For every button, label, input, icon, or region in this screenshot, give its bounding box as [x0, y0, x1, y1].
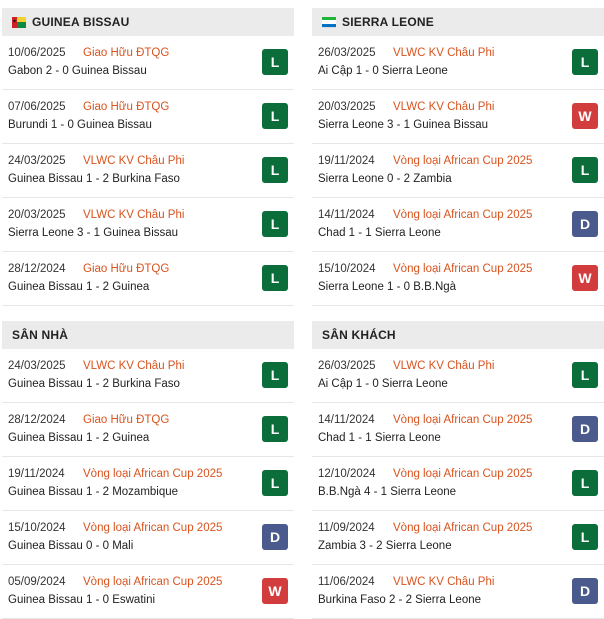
match-competition: VLWC KV Châu Phi	[83, 209, 185, 221]
result-badge: L	[572, 524, 598, 550]
guinea-bissau-section	[2, 8, 294, 306]
match-competition: Vòng loại African Cup 2025	[393, 209, 533, 221]
match-score: Guinea Bissau 1 - 0 Eswatini	[8, 594, 156, 606]
home-section	[2, 321, 294, 619]
section-title: SÂN KHÁCH	[322, 328, 396, 342]
match-competition: Giao Hữu ĐTQG	[83, 47, 170, 59]
match-date: 28/12/2024	[8, 263, 66, 275]
match-row[interactable]	[312, 511, 604, 565]
result-badge: D	[572, 211, 598, 237]
match-row[interactable]	[312, 349, 604, 403]
match-date: 15/10/2024	[318, 263, 376, 275]
away-section	[312, 321, 604, 619]
guinea-bissau-header	[2, 8, 294, 36]
match-row[interactable]	[312, 144, 604, 198]
match-score: Ai Cập 1 - 0 Sierra Leone	[318, 65, 448, 77]
match-date: 11/06/2024	[318, 576, 375, 588]
result-badge: L	[572, 157, 598, 183]
match-score: Guinea Bissau 0 - 0 Mali	[8, 540, 134, 552]
match-score: Guinea Bissau 1 - 2 Guinea	[8, 281, 150, 293]
match-date: 11/09/2024	[318, 522, 375, 534]
match-score: Guinea Bissau 1 - 2 Guinea	[8, 432, 150, 444]
result-badge: D	[262, 524, 288, 550]
match-date: 07/06/2025	[8, 101, 66, 113]
section-title: SÂN NHÀ	[12, 328, 69, 342]
match-row[interactable]	[2, 403, 294, 457]
sierra-leone-section	[312, 8, 604, 306]
match-date: 24/03/2025	[8, 155, 66, 167]
match-competition: Vòng loại African Cup 2025	[393, 468, 533, 480]
right-column	[312, 0, 604, 619]
match-score: Sierra Leone 0 - 2 Zambia	[318, 173, 452, 185]
result-badge: L	[262, 265, 288, 291]
result-badge: L	[572, 362, 598, 388]
result-badge: L	[572, 470, 598, 496]
match-score: Sierra Leone 3 - 1 Guinea Bissau	[8, 227, 179, 239]
result-badge: L	[262, 157, 288, 183]
match-score: Guinea Bissau 1 - 2 Mozambique	[8, 486, 179, 498]
match-score: Gabon 2 - 0 Guinea Bissau	[8, 65, 147, 77]
match-date: 14/11/2024	[318, 209, 375, 221]
result-badge: L	[262, 49, 288, 75]
match-row[interactable]	[2, 144, 294, 198]
result-badge: L	[262, 103, 288, 129]
match-score: Sierra Leone 3 - 1 Guinea Bissau	[318, 119, 489, 131]
match-row[interactable]	[312, 90, 604, 144]
match-date: 10/06/2025	[8, 47, 66, 59]
match-row[interactable]	[2, 198, 294, 252]
match-row[interactable]	[312, 252, 604, 306]
match-row[interactable]	[312, 36, 604, 90]
match-date: 15/10/2024	[8, 522, 66, 534]
match-date: 20/03/2025	[8, 209, 66, 221]
match-score: Guinea Bissau 1 - 2 Burkina Faso	[8, 173, 180, 185]
match-score: Ai Cập 1 - 0 Sierra Leone	[318, 378, 448, 390]
match-date: 26/03/2025	[318, 360, 376, 372]
match-row[interactable]	[2, 36, 294, 90]
match-date: 12/10/2024	[318, 468, 376, 480]
match-competition: Giao Hữu ĐTQG	[83, 414, 170, 426]
result-badge: D	[572, 416, 598, 442]
match-row[interactable]	[2, 349, 294, 403]
section-title: SIERRA LEONE	[342, 15, 434, 29]
away-header	[312, 321, 604, 349]
match-competition: Vòng loại African Cup 2025	[83, 576, 223, 588]
guinea-bissau-flag-icon	[12, 17, 26, 28]
home-header	[2, 321, 294, 349]
match-score: Chad 1 - 1 Sierra Leone	[318, 432, 441, 444]
match-competition: VLWC KV Châu Phi	[393, 576, 495, 588]
match-date: 20/03/2025	[318, 101, 376, 113]
match-date: 19/11/2024	[318, 155, 375, 167]
match-date: 28/12/2024	[8, 414, 66, 426]
result-badge: L	[262, 470, 288, 496]
match-competition: VLWC KV Châu Phi	[393, 101, 495, 113]
match-score: Burundi 1 - 0 Guinea Bissau	[8, 119, 152, 131]
match-date: 24/03/2025	[8, 360, 66, 372]
match-competition: Giao Hữu ĐTQG	[83, 263, 170, 275]
match-competition: VLWC KV Châu Phi	[83, 155, 185, 167]
match-row[interactable]	[312, 565, 604, 619]
match-row[interactable]	[2, 565, 294, 619]
left-column	[2, 0, 294, 619]
match-competition: Vòng loại African Cup 2025	[393, 155, 533, 167]
match-row[interactable]	[312, 457, 604, 511]
match-date: 19/11/2024	[8, 468, 65, 480]
section-title: GUINEA BISSAU	[32, 15, 130, 29]
match-competition: VLWC KV Châu Phi	[393, 360, 495, 372]
match-competition: Vòng loại African Cup 2025	[83, 522, 223, 534]
match-competition: Vòng loại African Cup 2025	[393, 522, 533, 534]
result-badge: W	[572, 265, 598, 291]
match-competition: VLWC KV Châu Phi	[393, 47, 495, 59]
match-competition: Vòng loại African Cup 2025	[83, 468, 223, 480]
match-score: B.B.Ngà 4 - 1 Sierra Leone	[318, 486, 457, 498]
result-badge: W	[262, 578, 288, 604]
match-row[interactable]	[312, 198, 604, 252]
match-competition: VLWC KV Châu Phi	[83, 360, 185, 372]
match-competition: Vòng loại African Cup 2025	[393, 414, 533, 426]
match-competition: Giao Hữu ĐTQG	[83, 101, 170, 113]
result-badge: L	[572, 49, 598, 75]
match-score: Sierra Leone 1 - 0 B.B.Ngà	[318, 281, 457, 293]
match-date: 26/03/2025	[318, 47, 376, 59]
result-badge: D	[572, 578, 598, 604]
result-badge: L	[262, 211, 288, 237]
match-date: 05/09/2024	[8, 576, 66, 588]
match-row[interactable]	[2, 511, 294, 565]
match-score: Zambia 3 - 2 Sierra Leone	[318, 540, 452, 552]
match-row[interactable]	[312, 403, 604, 457]
match-score: Chad 1 - 1 Sierra Leone	[318, 227, 441, 239]
match-score: Guinea Bissau 1 - 2 Burkina Faso	[8, 378, 180, 390]
match-competition: Vòng loại African Cup 2025	[393, 263, 533, 275]
match-row[interactable]	[2, 90, 294, 144]
match-score: Burkina Faso 2 - 2 Sierra Leone	[318, 594, 482, 606]
result-badge: L	[262, 416, 288, 442]
sierra-leone-header	[312, 8, 604, 36]
result-badge: W	[572, 103, 598, 129]
result-badge: L	[262, 362, 288, 388]
match-date: 14/11/2024	[318, 414, 375, 426]
match-row[interactable]	[2, 252, 294, 306]
sierra-leone-flag-icon	[322, 17, 336, 28]
match-row[interactable]	[2, 457, 294, 511]
